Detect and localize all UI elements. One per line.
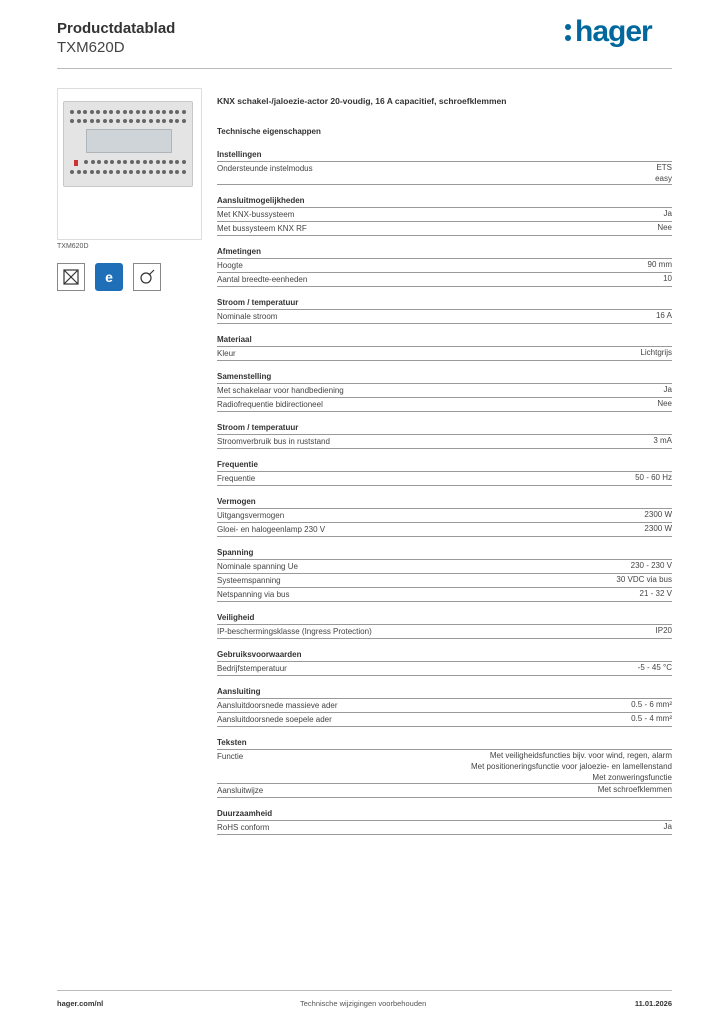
spec-value <box>631 560 672 571</box>
product-badges <box>57 263 161 291</box>
spec-row <box>217 784 672 798</box>
spec-value-line: Met schroefklemmen <box>597 785 672 794</box>
recycle-device-icon <box>57 263 85 291</box>
spec-value-line: 230 - 230 V <box>630 561 672 570</box>
spec-row <box>217 384 672 398</box>
hager-logo <box>565 15 652 49</box>
spec-group-title: Gebruiksvoorwaarden <box>217 648 672 662</box>
spec-value <box>657 398 672 409</box>
footer-disclaimer: Technische wijzigingen voorbehouden <box>300 999 427 1008</box>
spec-value <box>664 208 672 219</box>
spec-label: Met KNX-bussysteem <box>217 210 295 219</box>
spec-label: Stroomverbruik bus in ruststand <box>217 437 330 446</box>
spec-row <box>217 222 672 236</box>
footer-website: hager.com/nl <box>57 999 104 1008</box>
terminal-row-bottom <box>84 160 186 165</box>
spec-group-title: Teksten <box>217 736 672 750</box>
spec-group-title: Aansluiting <box>217 685 672 699</box>
device-illustration <box>63 101 193 187</box>
spec-value <box>656 625 672 636</box>
spec-label: Aansluitdoorsnede soepele ader <box>217 715 332 724</box>
spec-group <box>217 333 672 361</box>
document-title: Productdatablad <box>57 20 176 37</box>
spec-row <box>217 560 672 574</box>
spec-group-title: Samenstelling <box>217 370 672 384</box>
spec-label: Frequentie <box>217 474 256 483</box>
spec-row <box>217 523 672 537</box>
spec-group <box>217 194 672 236</box>
spec-group <box>217 611 672 639</box>
spec-label: Hoogte <box>217 261 243 270</box>
header-divider <box>57 68 672 69</box>
spec-value <box>644 523 672 534</box>
spec-value <box>656 310 672 321</box>
spec-value-line: 30 VDC via bus <box>616 575 672 584</box>
spec-group <box>217 458 672 486</box>
spec-value-line: 90 mm <box>647 260 672 269</box>
spec-label: Ondersteunde instelmodus <box>217 164 313 173</box>
product-description: KNX schakel-/jaloezie-actor 20-voudig, 16 A capacitief, schroefklemmen <box>217 96 507 106</box>
spec-group-title: Instellingen <box>217 148 672 162</box>
spec-row <box>217 509 672 523</box>
spec-value-line: easy <box>655 174 672 183</box>
spec-row <box>217 310 672 324</box>
spec-value-line: Ja <box>663 822 672 831</box>
document-header <box>57 20 175 57</box>
spec-group-title: Aansluitmogelijkheden <box>217 194 672 208</box>
spec-row <box>217 472 672 486</box>
spec-value <box>648 259 672 270</box>
spec-value <box>653 435 672 446</box>
spec-value-line: 0.5 - 4 mm² <box>631 714 672 723</box>
terminal-row-top <box>70 110 186 115</box>
spec-row <box>217 699 672 713</box>
spec-value <box>631 699 672 710</box>
spec-value-line: 16 A <box>655 311 672 320</box>
spec-group <box>217 148 672 185</box>
spec-group <box>217 296 672 324</box>
spec-label: RoHS conform <box>217 823 270 832</box>
spec-value-line: ETS <box>656 163 672 172</box>
spec-value <box>638 662 672 673</box>
spec-value-line: 2300 W <box>644 510 672 519</box>
spec-label: Nominale spanning Ue <box>217 562 298 571</box>
spec-value <box>640 588 672 599</box>
spec-group-title: Afmetingen <box>217 245 672 259</box>
spec-row <box>217 398 672 412</box>
spec-value-line: IP20 <box>655 626 672 635</box>
product-caption: TXM620D <box>57 243 89 250</box>
spec-value <box>663 273 672 284</box>
spec-row <box>217 588 672 602</box>
spec-label: Kleur <box>217 349 236 358</box>
spec-group-title: Veiligheid <box>217 611 672 625</box>
spec-group-title: Duurzaamheid <box>217 807 672 821</box>
spec-group-title: Spanning <box>217 546 672 560</box>
spec-group <box>217 245 672 287</box>
spec-value <box>635 472 672 483</box>
spec-label: Aantal breedte-eenheden <box>217 275 308 284</box>
spec-label: Radiofrequentie bidirectioneel <box>217 400 323 409</box>
spec-label: Netspanning via bus <box>217 590 290 599</box>
spec-group-title: Materiaal <box>217 333 672 347</box>
spec-row <box>217 259 672 273</box>
spec-value-line: Nee <box>657 399 672 408</box>
spec-label: Aansluitdoorsnede massieve ader <box>217 701 338 710</box>
spec-value-line: 2300 W <box>644 524 672 533</box>
e-label-icon: e <box>95 263 123 291</box>
spec-value-line: 10 <box>663 274 672 283</box>
terminal-row-top-2 <box>70 119 186 124</box>
spec-value <box>616 574 672 585</box>
spec-label: Functie <box>217 752 244 761</box>
spec-value-line: 3 mA <box>653 436 672 445</box>
spec-value-line: 0.5 - 6 mm² <box>631 700 672 709</box>
spec-value-line: 21 - 32 V <box>639 589 672 598</box>
spec-row <box>217 821 672 835</box>
spec-value-line: Ja <box>663 209 672 218</box>
spec-group <box>217 495 672 537</box>
spec-group-title: Stroom / temperatuur <box>217 296 672 310</box>
footer-divider <box>57 990 672 991</box>
spec-value-line: Met positioneringsfunctie voor jaloezie- en lamellenstand <box>471 762 672 771</box>
spec-label: Aansluitwijze <box>217 786 264 795</box>
spec-group <box>217 370 672 412</box>
spec-group-title: Frequentie <box>217 458 672 472</box>
spec-value-line: 50 - 60 Hz <box>635 473 672 482</box>
spec-groups <box>217 148 672 835</box>
spec-value-line: Met veiligheidsfuncties bijv. voor wind, regen, alarm <box>489 751 672 760</box>
spec-label: Met schakelaar voor handbediening <box>217 386 344 395</box>
spec-label: Gloei- en halogeenlamp 230 V <box>217 525 326 534</box>
spec-label: IP-beschermingsklasse (Ingress Protection) <box>217 627 372 636</box>
spec-group-title: Vermogen <box>217 495 672 509</box>
spec-group <box>217 546 672 602</box>
spec-label: Systeemspanning <box>217 576 281 585</box>
spec-value-line: Met zonweringsfunctie <box>592 773 672 782</box>
spec-row <box>217 625 672 639</box>
spec-value-line: Lichtgrijs <box>640 348 672 357</box>
product-image <box>57 88 202 240</box>
spec-value-line: Nee <box>657 223 672 232</box>
product-code: TXM620D <box>57 39 125 56</box>
spec-value-line: -5 - 45 °C <box>637 663 672 672</box>
spec-value <box>471 750 672 783</box>
spec-row <box>217 273 672 287</box>
device-red-marker <box>74 160 78 166</box>
spec-group <box>217 648 672 676</box>
spec-value <box>664 384 672 395</box>
spec-group-title: Stroom / temperatuur <box>217 421 672 435</box>
spec-row <box>217 750 672 784</box>
spec-row <box>217 162 672 185</box>
spec-row <box>217 208 672 222</box>
spec-group <box>217 421 672 449</box>
specifications <box>217 96 672 835</box>
spec-row <box>217 347 672 361</box>
spec-value <box>655 162 672 184</box>
spec-label: Uitgangsvermogen <box>217 511 285 520</box>
device-front-panel <box>86 129 172 153</box>
spec-row <box>217 713 672 727</box>
spec-value <box>631 713 672 724</box>
spec-group <box>217 807 672 835</box>
circle-arrow-icon <box>133 263 161 291</box>
spec-group <box>217 685 672 727</box>
terminal-row-bottom-2 <box>70 170 186 175</box>
spec-value <box>664 821 672 832</box>
footer-date: 11.01.2026 <box>634 999 672 1008</box>
spec-row <box>217 435 672 449</box>
logo-text: hager <box>575 15 652 48</box>
spec-value <box>644 509 672 520</box>
spec-group <box>217 736 672 798</box>
spec-label: Met bussysteem KNX RF <box>217 224 307 233</box>
spec-label: Bedrijfstemperatuur <box>217 664 287 673</box>
spec-value <box>640 347 672 358</box>
section-heading: Technische eigenschappen <box>217 127 321 136</box>
spec-label: Nominale stroom <box>217 312 278 321</box>
spec-row <box>217 574 672 588</box>
spec-value-line: Ja <box>663 385 672 394</box>
logo-colon-icon <box>565 15 571 45</box>
spec-value <box>657 222 672 233</box>
spec-value <box>598 784 672 795</box>
spec-row <box>217 662 672 676</box>
